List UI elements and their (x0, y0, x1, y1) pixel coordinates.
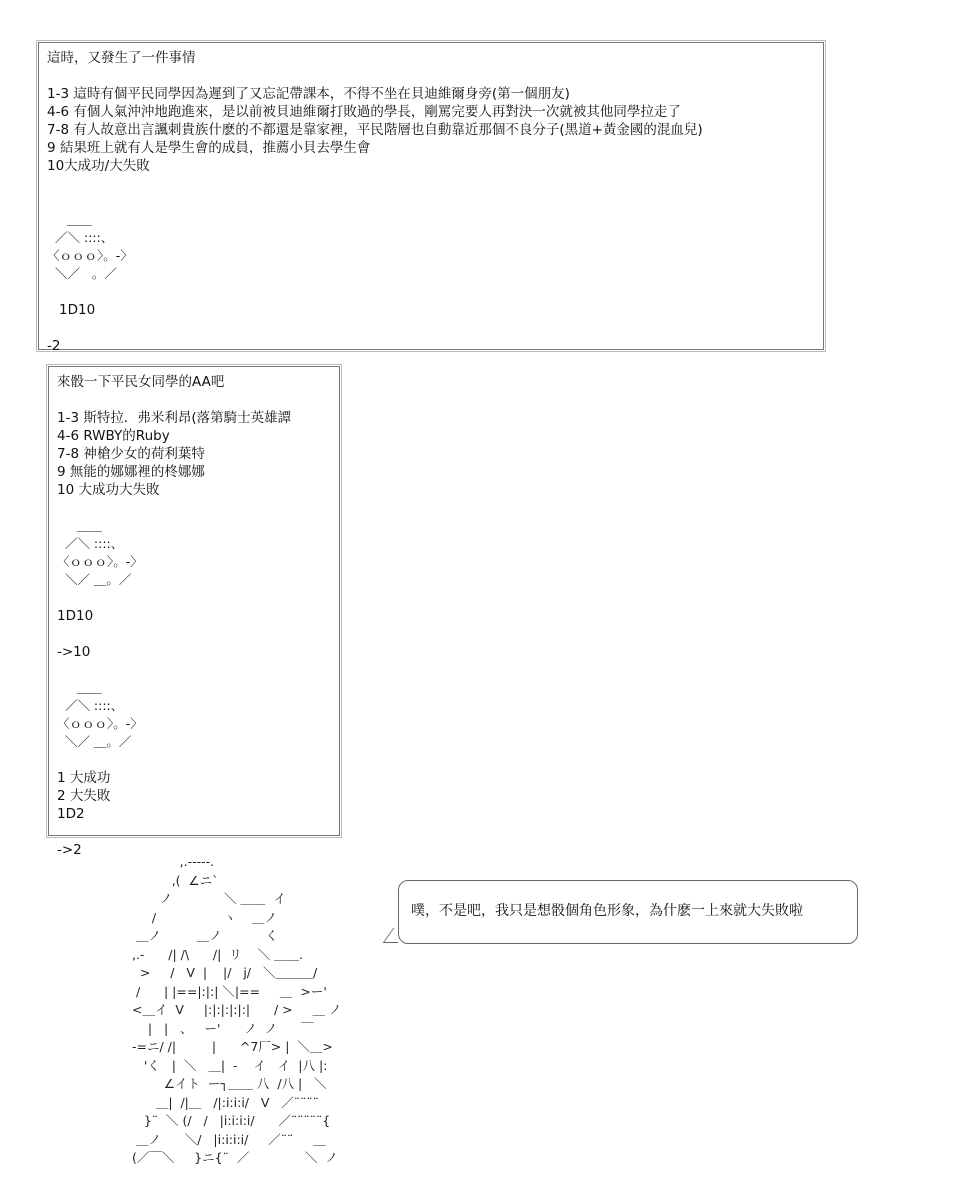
classmate-option-4-6: 4-6 RWBY的Ruby (57, 428, 170, 444)
dice-result-2: ->2 (57, 842, 82, 858)
blank-line (47, 67, 815, 85)
classmate-dice-box (48, 366, 340, 858)
dice-roll-label-1: 1D10 (57, 608, 94, 624)
event-option-4-6: 4-6 有個人氣沖沖地跑進來，是以前被貝迪維爾打敗過的學長，剛罵完要人再對決一次就被其他同學拉走了 (47, 104, 681, 120)
classmate-dice-content (57, 373, 331, 859)
event-dice-content (47, 49, 815, 355)
event-option-9: 9 結果班上就有人是學生會的成員，推薦小貝去學生會 (47, 140, 371, 156)
classmate-option-7-8: 7-8 神槍少女的荷利葉特 (57, 446, 205, 462)
event-heading: 這時，又發生了一件事情 (47, 50, 196, 66)
dice-result: -2 (47, 338, 61, 354)
dice-ascii-art: ＿＿ ／＼ ::::、 〈ｏｏｏ〉。-〉 ＼／ 。／ (47, 212, 133, 281)
blank-line (57, 391, 331, 409)
event-option-10: 10大成功/大失敗 (47, 158, 150, 174)
character-ascii-art: ,.-----. ,( ∠ニ` ノ ＼ ＿＿ イ / ヽ ＿ノ ＿ノ ＿ノ く ,.- /| /\ /| リ ＼ ＿＿. > / V | |/ j/ ＼＿＿＿/ / | |==|:|:| ＼|== ＿ >ー' <＿イ V |:|:|:|:|:| / > ＿ ノ | | 、 ー' ノ ノ ￣ -=ニ/ /| | ^7厂> | ＼＿> 'く | ＼ ＿| - イ イ |八 |: ∠イト ー┐＿＿ 八 /八 | ＼ ＿| /|＿ /|:i:i:i/ V ／¨¨¨¨ }¨ ＼ (/ / |i:i:i:i/ ／¨¨¨¨¨{ ＿ノ ＼/ |i:i:i:i/ ／¨¨ ＿ (／￣＼ }ニ{¨ ／ ＼ ノ (131, 854, 342, 1165)
classmate-option-1-3: 1-3 斯特拉．弗米利昂(落第騎士英雄譚 (57, 410, 292, 426)
failure-option: 2 大失敗 (57, 788, 111, 804)
dice-ascii-art-1: ＿＿ ／＼ ::::、 〈ｏｏｏ〉。-〉 ＼／ ＿。／ (57, 518, 143, 587)
event-option-7-8: 7-8 有人故意出言諷刺貴族什麽的不都還是靠家裡，平民階層也自動靠近那個不良分子(黑道+黃金國的混血兒) (47, 122, 703, 138)
event-dice-box (38, 42, 824, 354)
speech-bubble (398, 880, 858, 944)
speech-bubble-text: 噗，不是吧，我只是想骰個角色形象，為什麽一上來就大失敗啦 (411, 903, 803, 919)
dice-roll-label-2: 1D2 (57, 806, 85, 822)
dice-roll-label: 1D10 (59, 302, 96, 318)
classmate-heading: 來骰一下平民女同學的AA吧 (57, 374, 225, 390)
classmate-option-9: 9 無能的娜娜裡的柊娜娜 (57, 464, 205, 480)
classmate-option-10: 10 大成功大失敗 (57, 482, 160, 498)
dice-result-1: ->10 (57, 644, 91, 660)
event-option-1-3: 1-3 這時有個平民同學因為遲到了又忘記帶課本，不得不坐在貝迪維爾身旁(第一個朋友) (47, 86, 570, 102)
dice-ascii-art-2: ＿＿ ／＼ ::::、 〈ｏｏｏ〉。-〉 ＼／ ＿。／ (57, 680, 143, 749)
success-option: 1 大成功 (57, 770, 111, 786)
